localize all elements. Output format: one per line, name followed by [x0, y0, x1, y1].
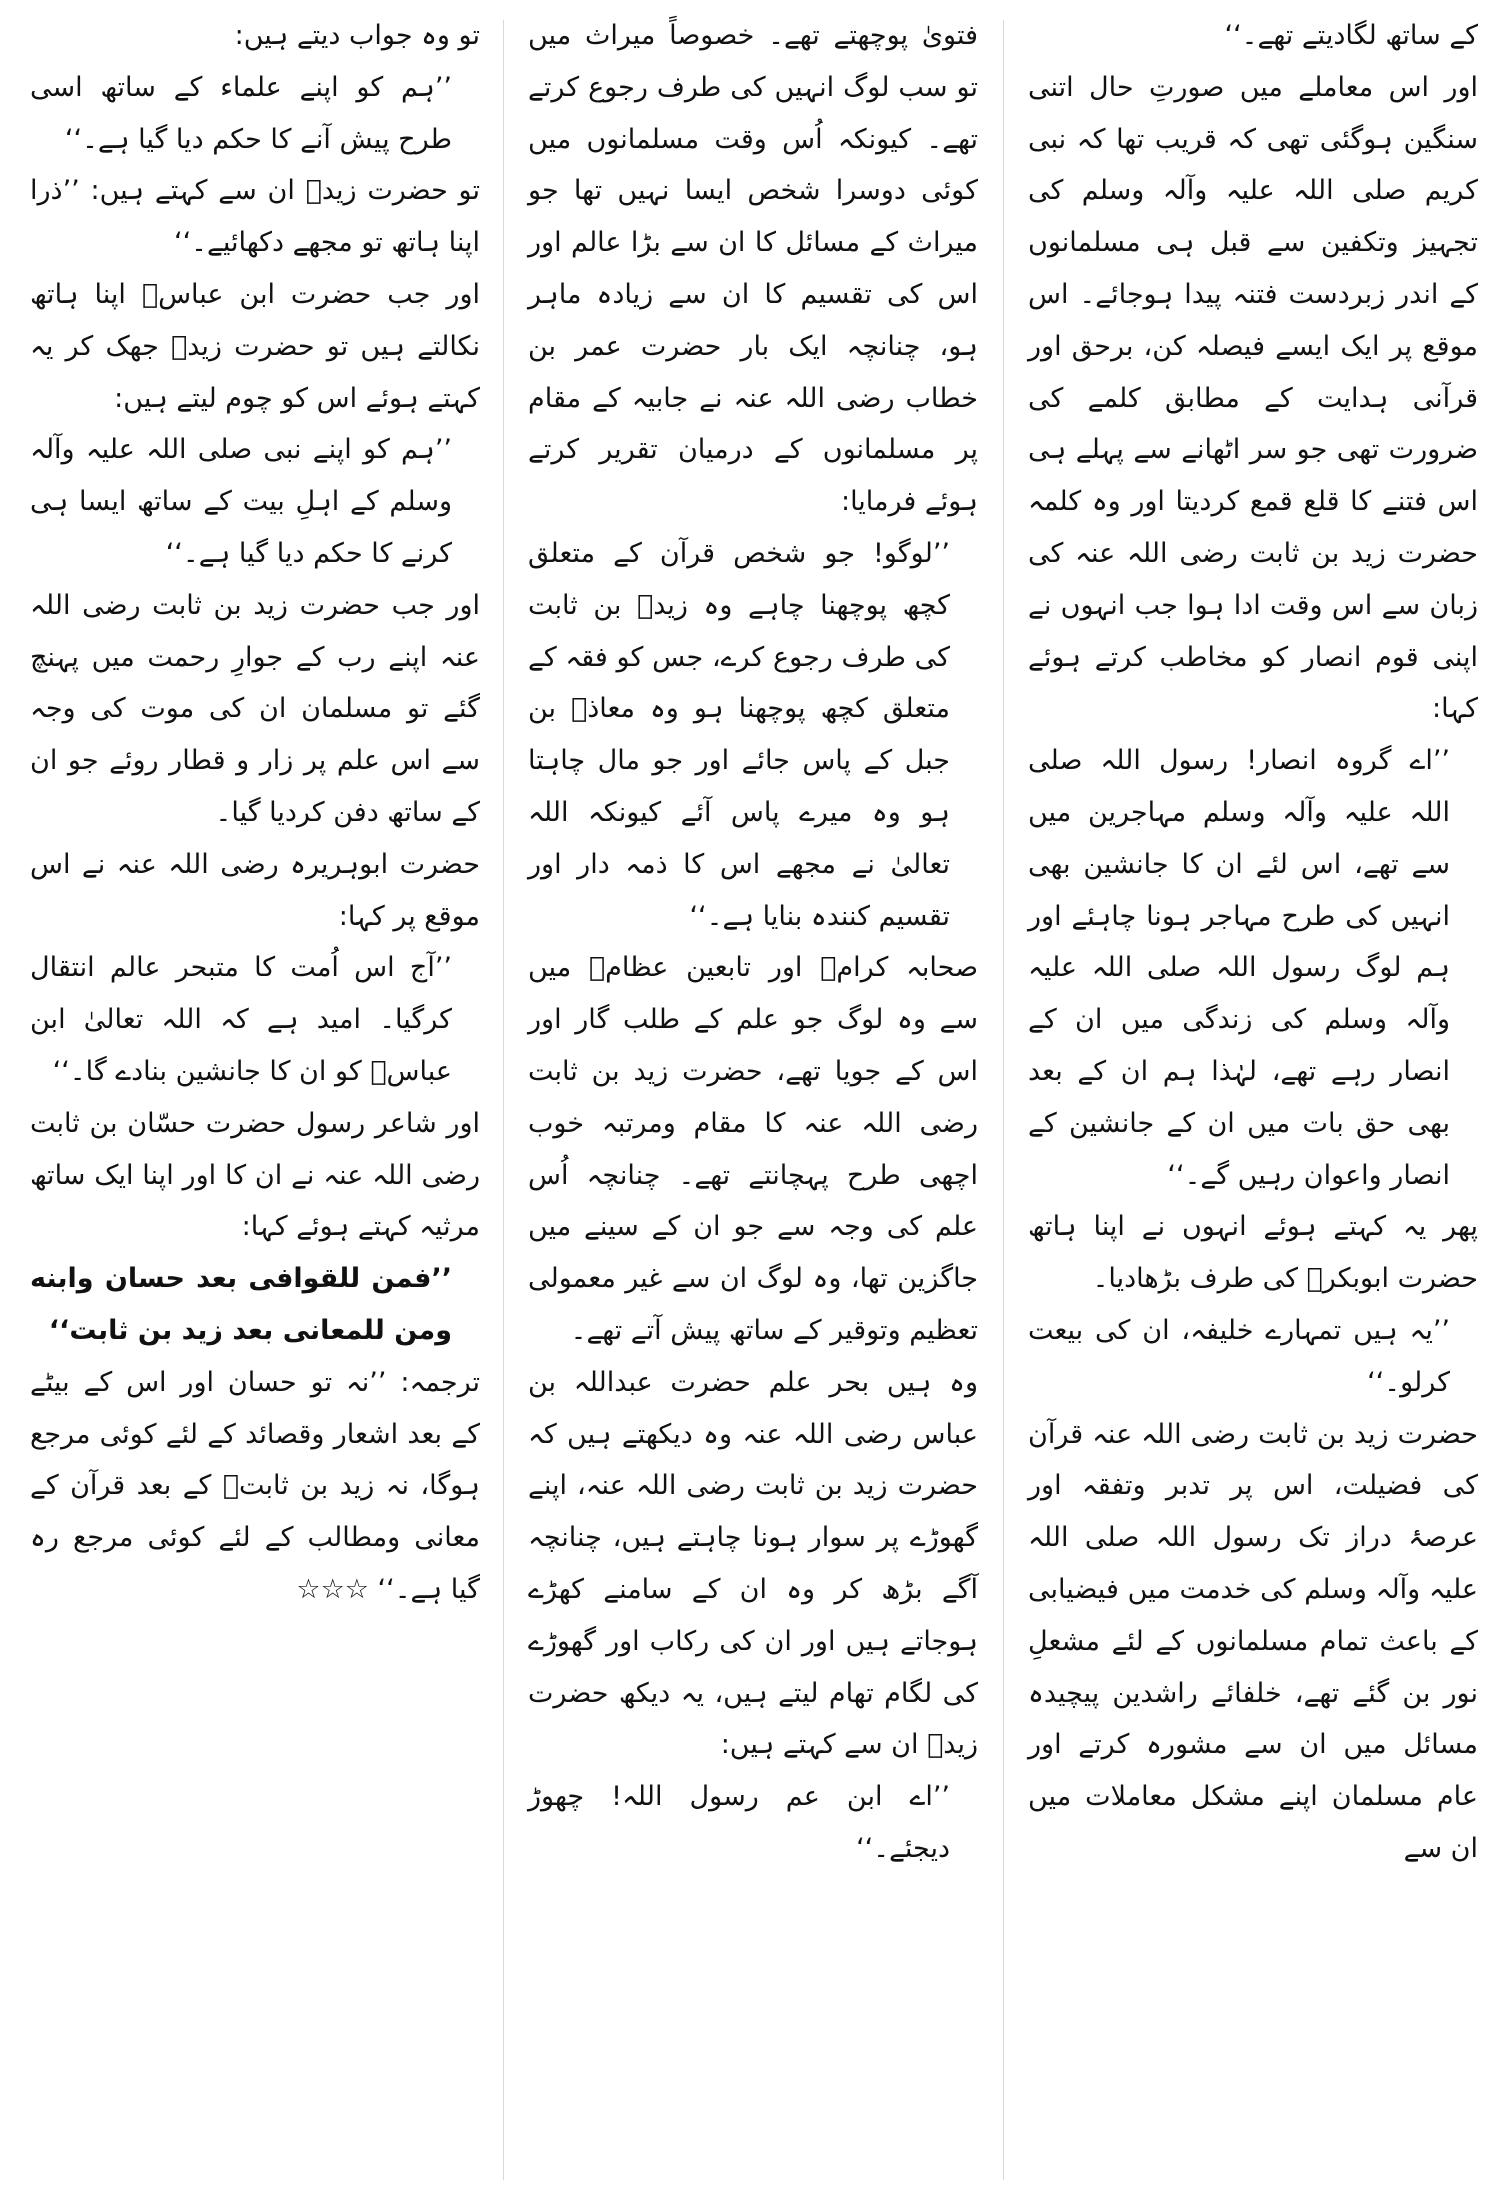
column-divider	[503, 20, 504, 2180]
paragraph: حضرت زید بن ثابت رضی اللہ عنہ قرآن کی فضیلت، اس پر تدبر وتفقہ اور عرصۂ دراز تک رسول اللہ صلی اللہ علیہ وآلہ وسلم کی خدمت میں فیضیابی کے باعث تمام مسلمانوں کے لئے مشعلِ نور بن گئے تھے، خلفائے راشدین پیچیدہ مسائل میں ان سے مشورہ کرتے اور عام مسلمان اپنے مشکل معاملات میں ان سے	[1028, 1418, 1478, 1864]
text-column-right	[1028, 10, 1478, 2190]
text-column-left	[30, 10, 480, 2190]
paragraph: اور جب حضرت زید بن ثابت رضی اللہ عنہ اپنے رب کے جوارِ رحمت میں پہنچ گئے تو مسلمان ان کی موت کی وجہ سے اس علم پر زار و قطار روئے جو ان کے ساتھ دفن کردیا گیا۔	[30, 589, 480, 828]
quote-paragraph: ’’اے ابن عم رسول اللہ! چھوڑ دیجئے۔‘‘	[528, 1781, 950, 1864]
paragraph: فتویٰ پوچھتے تھے۔ خصوصاً میراث میں تو سب لوگ انہیں کی طرف رجوع کرتے تھے۔ کیونکہ اُس وقت مسلمانوں میں کوئی دوسرا شخص ایسا نہیں تھا جو میراث کے مسائل کا ان سے بڑا عالم اور اس کی تقسیم کا ان سے زیادہ ماہر ہو، چنانچہ ایک بار حضرت عمر بن خطاب رضی اللہ عنہ نے جابیہ کے مقام پر مسلمانوں کے درمیان تقریر کرتے ہوئے فرمایا:	[528, 20, 978, 518]
paragraph: وہ ہیں بحر علم حضرت عبداللہ بن عباس رضی اللہ عنہ وہ دیکھتے ہیں کہ حضرت زید بن ثابت رضی اللہ عنہ، اپنے گھوڑے پر سوار ہونا چاہتے ہیں، چنانچہ آگے بڑھ کر وہ ان کے سامنے کھڑے ہوجاتے ہیں اور ان کی رکاب اور گھوڑے کی لگام تھام لیتے ہیں، یہ دیکھ حضرت زیدؓ ان سے کہتے ہیں:	[528, 1366, 978, 1761]
paragraph: صحابہ کرامؓ اور تابعین عظامؒ میں سے وہ لوگ جو علم کے طلب گار اور اس کے جویا تھے، حضرت زید بن ثابت رضی اللہ عنہ کا مقام ومرتبہ خوب اچھی طرح پہچانتے تھے۔ چنانچہ اُس علم کی وجہ سے جو ان کے سینے میں جاگزین تھا، وہ لوگ ان سے غیر معمولی تعظیم وتوقیر کے ساتھ پیش آتے تھے۔	[528, 952, 978, 1346]
paragraph: اور اس معاملے میں صورتِ حال اتنی سنگین ہوگئی تھی کہ قریب تھا کہ نبی کریم صلی اللہ علیہ وآلہ وسلم کی تجہیز وتکفین سے قبل ہی مسلمانوں کے اندر زبردست فتنہ پیدا ہوجائے۔ اس موقع پر ایک ایسے فیصلہ کن، برحق اور قرآنی ہدایت کے مطابق کلمے کی ضرورت تھی جو سر اٹھانے سے پہلے ہی اس فتنے کا قلع قمع کردیتا اور وہ کلمہ حضرت زید بن ثابت رضی اللہ عنہ کی زبان سے اس وقت ادا ہوا جب انہوں نے اپنی قوم انصار کو مخاطب کرتے ہوئے کہا:	[1028, 71, 1478, 725]
paragraph: اور جب حضرت ابن عباسؓ اپنا ہاتھ نکالتے ہیں تو حضرت زیدؓ جھک کر یہ کہتے ہوئے اس کو چوم لیتے ہیں:	[30, 278, 480, 414]
quote-paragraph: ’’یہ ہیں تمہارے خلیفہ، ان کی بیعت کرلو۔‘‘	[1028, 1314, 1450, 1398]
quote-paragraph: ’’لوگو! جو شخص قرآن کے متعلق کچھ پوچھنا چاہے وہ زیدؓ بن ثابت کی طرف رجوع کرے، جس کو فقہ کے متعلق کچھ پوچھنا ہو وہ معاذؓ بن جبل کے پاس جائے اور جو مال چاہتا ہو وہ میرے پاس آئے کیونکہ اللہ تعالیٰ نے مجھے اس کا ذمہ دار اور تقسیم کنندہ بنایا ہے۔‘‘	[528, 537, 950, 932]
paragraph: حضرت ابوہریرہ رضی اللہ عنہ نے اس موقع پر کہا:	[30, 848, 480, 932]
paragraph: ترجمہ: ’’نہ تو حسان اور اس کے بیٹے کے بعد اشعار وقصائد کے لئے کوئی مرجع ہوگا، نہ زید بن ثابتؓ کے بعد قرآن کے معانی ومطالب کے لئے کوئی مرجع رہ گیا ہے۔‘‘ ☆☆☆	[30, 1366, 480, 1605]
arabic-verse: ’’فمن للقوافی بعد حسان وابنه ومن للمعانی بعد زید بن ثابت‘‘	[30, 1263, 452, 1346]
quote-paragraph: ’’ہم کو اپنے علماء کے ساتھ اسی طرح پیش آنے کا حکم دیا گیا ہے۔‘‘	[30, 71, 452, 155]
quote-paragraph: ’’اے گروہ انصار! رسول اللہ صلی اللہ علیہ وآلہ وسلم مہاجرین میں سے تھے، اس لئے ان کا جانشین بھی انہیں کی طرح مہاجر ہونا چاہئے اور ہم لوگ رسول اللہ صلی اللہ علیہ وآلہ وسلم کی زندگی میں ان کے انصار رہے تھے، لہٰذا ہم ان کے بعد بھی حق بات میں ان کے جانشین کے انصار واعوان رہیں گے۔‘‘	[1028, 745, 1450, 1191]
paragraph: کے ساتھ لگادیتے تھے۔‘‘	[1224, 20, 1478, 51]
quote-paragraph: ’’آج اس اُمت کا متبحر عالم انتقال کرگیا۔ امید ہے کہ اللہ تعالیٰ ابن عباسؓ کو ان کا جانشین بنادے گا۔‘‘	[30, 952, 452, 1087]
paragraph: تو وہ جواب دیتے ہیں:	[234, 20, 480, 51]
paragraph: تو حضرت زیدؓ ان سے کہتے ہیں: ’’ذرا اپنا ہاتھ تو مجھے دکھائیے۔‘‘	[30, 175, 480, 259]
paragraph: اور شاعر رسول حضرت حسّان بن ثابت رضی اللہ عنہ نے ان کا اور اپنا ایک ساتھ مرثیہ کہتے ہوئے کہا:	[30, 1107, 480, 1243]
quote-paragraph: ’’ہم کو اپنے نبی صلی اللہ علیہ وآلہ وسلم کے اہلِ بیت کے ساتھ ایسا ہی کرنے کا حکم دیا گیا ہے۔‘‘	[30, 434, 452, 569]
column-divider	[1003, 20, 1004, 2180]
paragraph: پھر یہ کہتے ہوئے انہوں نے اپنا ہاتھ حضرت ابوبکرؓ کی طرف بڑھادیا۔	[1028, 1211, 1478, 1295]
text-column-middle	[528, 10, 978, 2190]
